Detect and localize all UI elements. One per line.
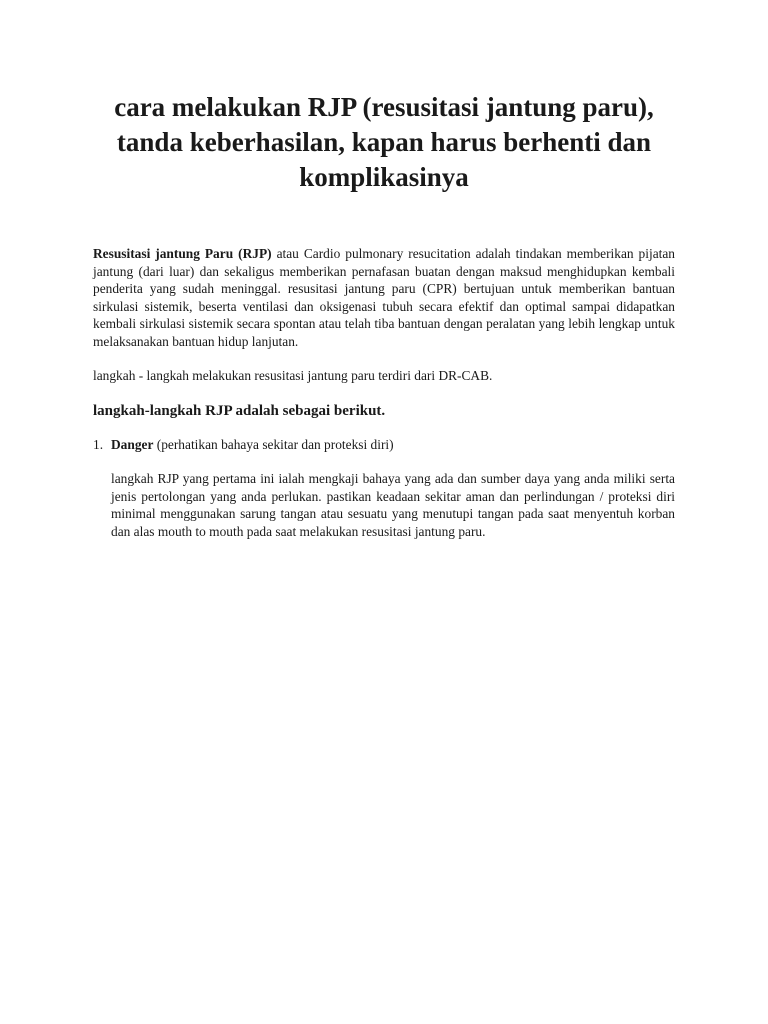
- list-item: [93, 436, 675, 454]
- document-title: cara melakukan RJP (resusitasi jantung paru), tanda keberhasilan, kapan harus berhenti dan komplikasinya: [114, 92, 654, 192]
- step-heading: [111, 436, 394, 454]
- section-heading: langkah-langkah RJP adalah sebagai berikut.: [93, 402, 386, 419]
- step-body: langkah RJP yang pertama ini ialah mengkaji bahaya yang ada dan sumber daya yang anda miliki serta jenis pertolongan yang anda perlukan. pastikan keadaan sekitar aman dan perlindungan / proteksi diri minimal menggunakan sarung tangan atau sesuatu yang menutupi tangan pada saat menyentuh korban dan alas mouth to mouth pada saat melakukan resusitasi jantung paru.: [111, 471, 675, 539]
- steps-note: langkah - langkah melakukan resusitasi jantung paru terdiri dari DR-CAB.: [93, 368, 493, 383]
- intro-paragraph: [93, 245, 675, 350]
- step-desc: (perhatikan bahaya sekitar dan proteksi diri): [153, 436, 394, 452]
- step-list: [93, 436, 675, 541]
- intro-term: Resusitasi jantung Paru (RJP): [93, 246, 272, 261]
- intro-text: atau Cardio pulmonary resucitation adalah tindakan memberikan pijatan jantung (dari luar) dan sekaligus memberikan pernafasan buatan dengan maksud menghidupkan kembali penderita yang sudah meninggal. resusitasi jantung paru (CPR) bertujuan untuk memberikan bantuan sirkulasi sistemik, beserta ventilasi dan oksigenasi tubuh secara efektif dan optimal sampai didapatkan kembali sirkulasi sistemik secara spontan atau telah tiba bantuan dengan peralatan yang lebih lengkap untuk melaksanakan bantuan hidup lanjutan.: [93, 246, 675, 349]
- step-number: 1.: [93, 436, 104, 452]
- step-name: Danger: [111, 436, 154, 452]
